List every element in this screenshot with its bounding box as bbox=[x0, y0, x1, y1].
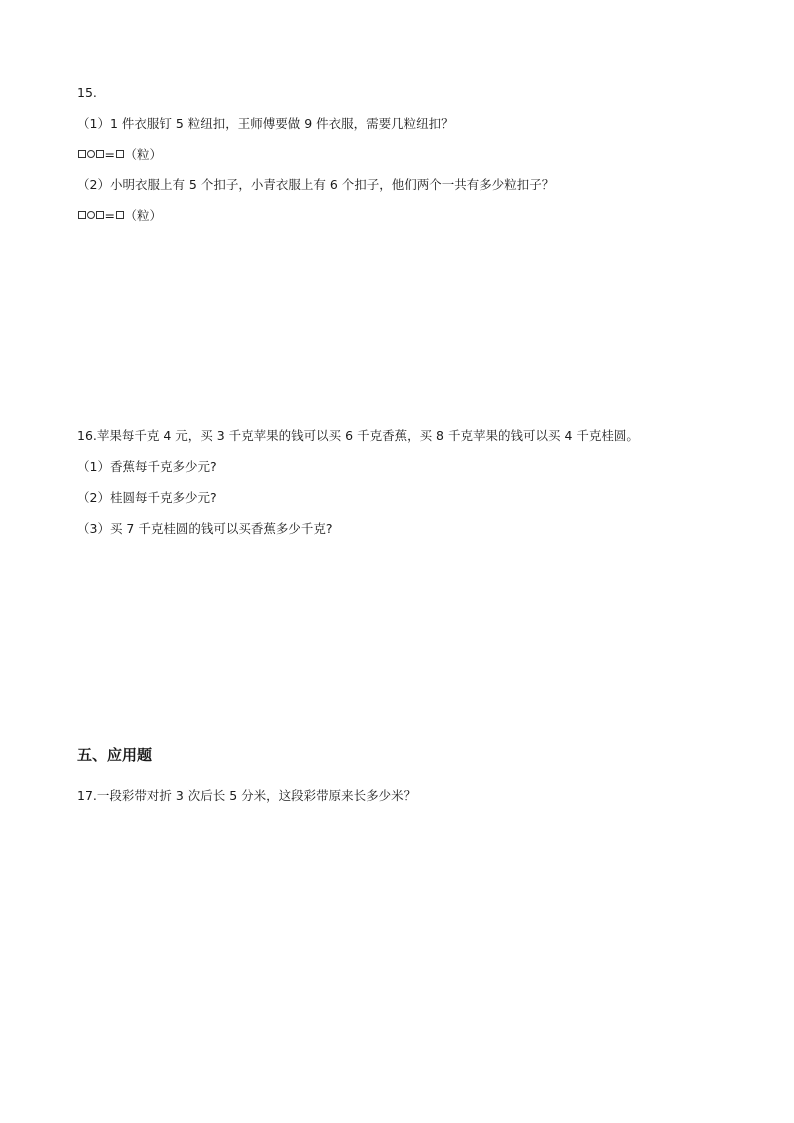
section-5-heading: 五、应用题 bbox=[77, 746, 153, 764]
operator-circle-icon bbox=[87, 150, 95, 158]
equals-sign: = bbox=[104, 208, 115, 223]
question-16-stem: 16.苹果每千克 4 元，买 3 千克苹果的钱可以买 6 千克香蕉，买 8 千克苹果的钱可以买 4 千克桂圆。 bbox=[77, 428, 639, 443]
unit-label: （粒） bbox=[124, 208, 162, 223]
blank-box-icon bbox=[78, 211, 86, 219]
question-16-sub-1: （1）香蕉每千克多少元? bbox=[77, 459, 217, 474]
question-15-number: 15. bbox=[77, 85, 97, 100]
unit-label: （粒） bbox=[124, 147, 162, 162]
question-15-answer-formula-2 bbox=[77, 207, 162, 225]
question-16-sub-3: （3）买 7 千克桂圆的钱可以买香蕉多少千克? bbox=[77, 521, 333, 536]
equals-sign: = bbox=[104, 147, 115, 162]
question-15-answer-formula-1 bbox=[77, 146, 162, 164]
blank-box-icon bbox=[116, 211, 124, 219]
question-17-stem: 17.一段彩带对折 3 次后长 5 分米，这段彩带原来长多少米？ bbox=[77, 788, 417, 803]
question-15-part-1: （1）1 件衣服钉 5 粒纽扣，王师傅要做 9 件衣服，需要几粒纽扣？ bbox=[77, 116, 454, 131]
blank-box-icon bbox=[96, 211, 104, 219]
blank-box-icon bbox=[96, 150, 104, 158]
question-16-sub-2: （2）桂圆每千克多少元? bbox=[77, 490, 217, 505]
blank-box-icon bbox=[78, 150, 86, 158]
blank-box-icon bbox=[116, 150, 124, 158]
operator-circle-icon bbox=[87, 211, 95, 219]
question-15-part-2: （2）小明衣服上有 5 个扣子，小青衣服上有 6 个扣子，他们两个一共有多少粒扣子？ bbox=[77, 177, 555, 192]
